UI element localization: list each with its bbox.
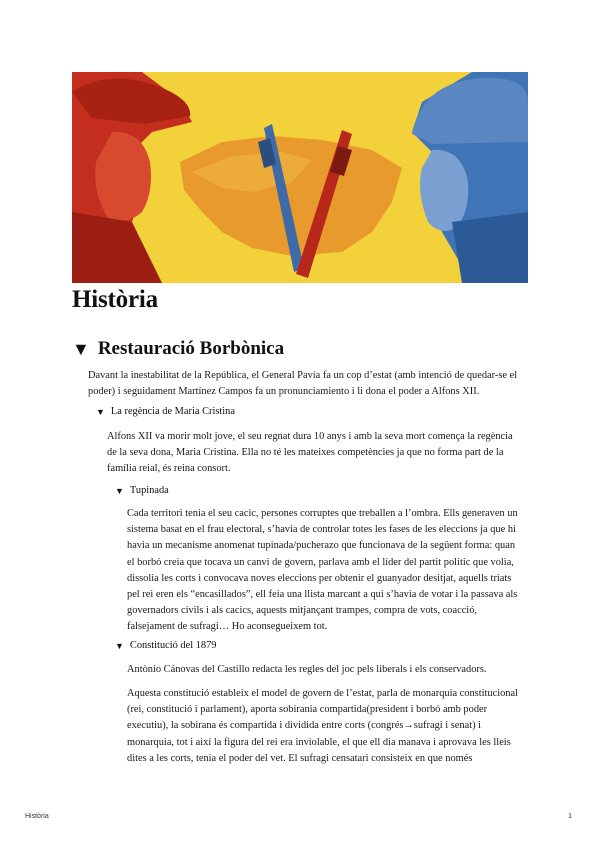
collapse-triangle-icon[interactable]: ▼ (115, 485, 124, 496)
footer-title: Història (25, 813, 49, 820)
subsection-title: La regència de Maria Cristina (110, 406, 235, 417)
subsection-title: Constitució del 1879 (129, 640, 217, 651)
constitucio-paragraph-1: Antònio Cánovas del Castillo redacta les regles del joc pels liberals i els conservadors. (127, 664, 487, 675)
subsection-title: Tupinada (129, 485, 169, 496)
propaganda-poster-image (72, 72, 528, 283)
intro-paragraph: Davant la inestabilitat de la República, el General Pavía fa un cop d’estat (amb intenció de quedar-se el poder) i seguidament Martínez Campos fa un pronunciamiento i li dona el poder a Alfons XII. (88, 370, 518, 398)
subsection-heading-regencia[interactable] (96, 406, 235, 417)
subsection-heading-constitucio[interactable] (115, 640, 217, 651)
section-heading[interactable] (72, 338, 284, 360)
collapse-triangle-icon[interactable]: ▼ (72, 339, 90, 359)
collapse-triangle-icon[interactable]: ▼ (96, 406, 105, 417)
section-title: Restauració Borbònica (97, 338, 285, 359)
collapse-triangle-icon[interactable]: ▼ (115, 640, 124, 651)
page-title: Història (72, 286, 158, 313)
tupinada-paragraph: Cada territori tenia el seu cacic, persones corruptes que treballen a l’ombra. Ells generaven un sistema basat en el frau electoral, s’havia de controlar totes les fases de les eleccions ja que hi havia un mecanisme anomenat tupinada/pucherazo que funcionava de la següent forma: quan el borbó creia que tocava un canvi de govern, parlava amb el líder del partit polític que volia, dissolia les corts i convocava noves eleccions per obtenir el guanyador desitjat, aquells triats pel rei eren els “encasillados”, ell feia una llista marcant a qui s’havia de votar i la passava als governadors civils i als cacics, aquests mitjançant trampes, compra de vots, coacció, falsejament de sufragi… Ho aconsegueixem tot. (127, 508, 518, 633)
page-number: 1 (568, 813, 572, 820)
subsection-heading-tupinada[interactable] (115, 485, 169, 496)
regencia-paragraph: Alfons XII va morir molt jove, el seu regnat dura 10 anys i amb la seva mort comença la regència de la seva dona, Maria Cristina. Ella no té les mateixes competències ja que no forma part de la família reial, és reina consort. (107, 431, 513, 475)
hero-image (72, 72, 528, 283)
constitucio-paragraph-2: Aquesta constitució estableix el model de govern de l’estat, parla de monarquia constitucional (rei, constitució i parlament), aporta sobirania compartida(president i borbó amb poder executiu), la sobirana és compartida i dividida entre corts (congrés→sufragi i senat) i monarquia, tot i així la figura del rei era inviolable, el que ell dia manava i aprovava les lleis dites a les corts, tenia el poder del vet. El sufragi censatari consisteix en que només (127, 688, 518, 764)
